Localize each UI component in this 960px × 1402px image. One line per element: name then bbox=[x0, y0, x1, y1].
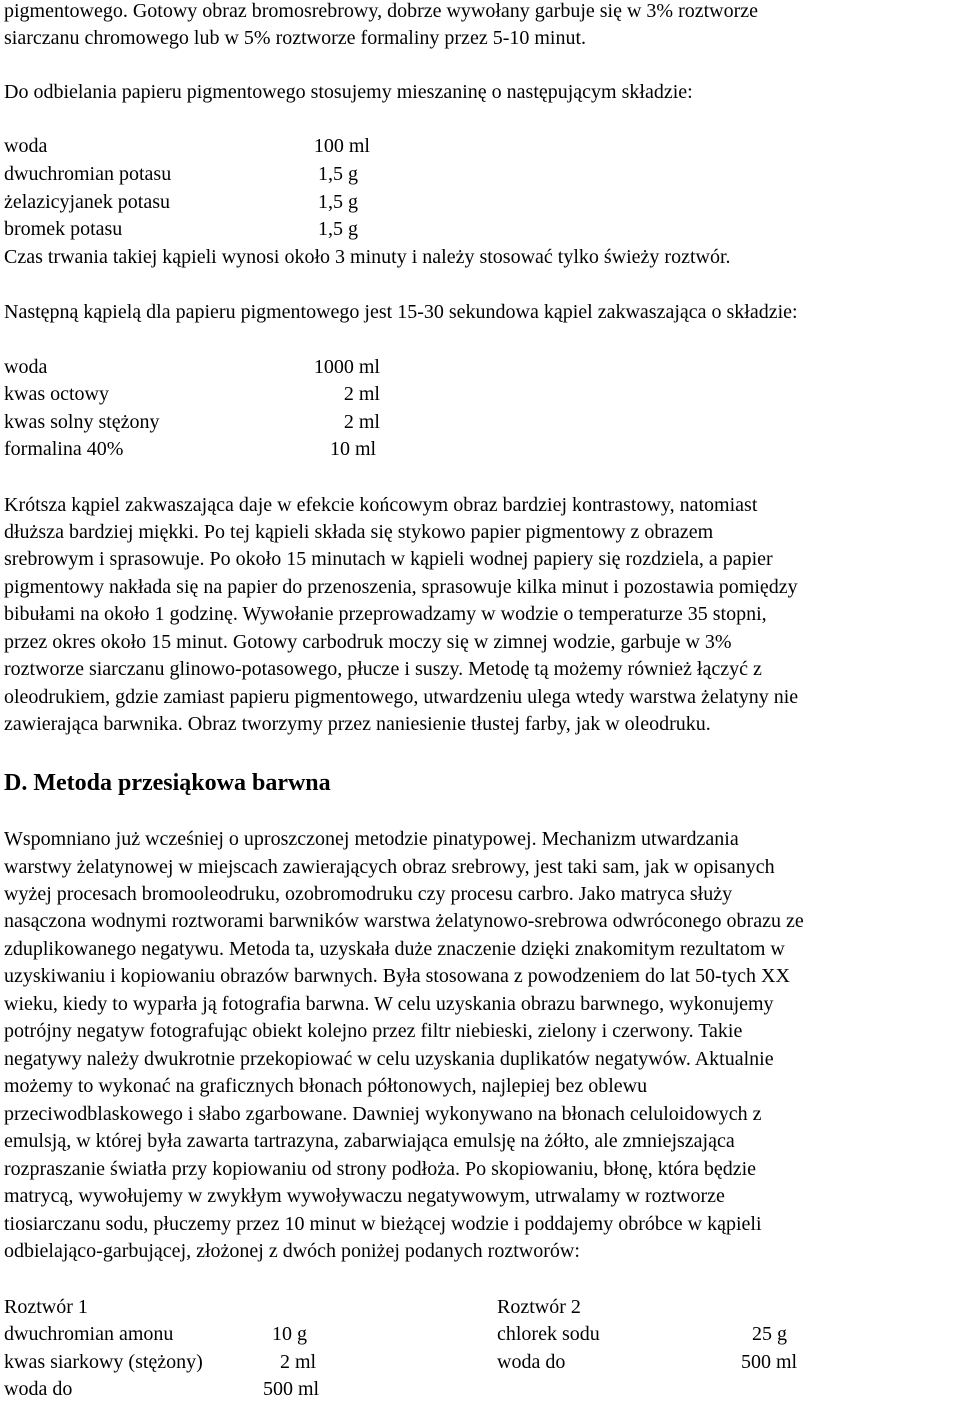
recipe-amount: 1,5 g bbox=[318, 218, 358, 240]
text-line: siarczanu chromowego lub w 5% roztworze formaliny przez 5-10 minut. bbox=[4, 27, 587, 49]
text-line: roztworze siarczanu glinowo-potasowego, płucze i suszy. Metodę tą możemy również łączyć z bbox=[4, 658, 762, 680]
text-line: tiosiarczanu sodu, płuczemy przez 10 minut w bieżącej wodzie i poddajemy obróbce w kąpieli bbox=[4, 1213, 762, 1235]
solution1-amount: 10 g bbox=[272, 1323, 307, 1345]
text-line: warstwy żelatynowej w miejscach zawierających obraz srebrowy, jest taki sam, jak w opisanych bbox=[4, 856, 775, 878]
recipe-ingredient: kwas octowy bbox=[4, 383, 109, 405]
solution1-title: Roztwór 1 bbox=[4, 1296, 88, 1318]
text-line: zawierająca barwnika. Obraz tworzymy przez naniesienie tłustej farby, jak w oleodruku. bbox=[4, 713, 711, 735]
text-line: matrycą, wywołujemy w zwykłym wywoływaczu negatywowym, utrwalamy w roztworze bbox=[4, 1185, 725, 1207]
recipe-amount: 100 ml bbox=[313, 135, 370, 157]
solution2-ingredient: woda do bbox=[497, 1351, 566, 1373]
acid-intro: Następną kąpielą dla papieru pigmentowego jest 15-30 sekundowa kąpiel zakwaszająca o składzie: bbox=[4, 301, 798, 323]
text-line: Wspomniano już wcześniej o uproszczonej metodzie pinatypowej. Mechanizm utwardzania bbox=[4, 828, 739, 850]
solution1-ingredient: dwuchromian amonu bbox=[4, 1323, 174, 1345]
text-line: nasączona wodnymi roztworami barwników warstwa żelatynowo-srebrowa odwróconego obrazu ze bbox=[4, 910, 804, 932]
solution1-amount: 500 ml bbox=[263, 1378, 320, 1400]
text-line: potrójny negatyw fotografując obiekt kolejno przez filtr niebieski, zielony i czerwony. Takie bbox=[4, 1020, 743, 1042]
bleach-intro: Do odbielania papieru pigmentowego stosujemy mieszaninę o następującym składzie: bbox=[4, 81, 693, 103]
section-heading: D. Metoda przesiąkowa barwna bbox=[4, 770, 331, 796]
text-line: bibułami na około 1 godzinę. Wywołanie przeprowadzamy w wodzie o temperaturze 35 stopni, bbox=[4, 603, 767, 625]
solution1-amount: 2 ml bbox=[280, 1351, 317, 1373]
text-line: wyżej procesach bromooleodruku, ozobromodruku czy procesu carbro. Jako matryca służy bbox=[4, 883, 733, 905]
solution2-amount: 500 ml bbox=[741, 1351, 798, 1373]
text-line: możemy to wykonać na graficznych błonach półtonowych, najlepiej bez oblewu bbox=[4, 1075, 648, 1097]
bleach-note: Czas trwania takiej kąpieli wynosi około 3 minuty i należy stosować tylko świeży roztwór. bbox=[4, 246, 731, 268]
text-line: rozpraszanie światła przy kopiowaniu od strony podłoża. Po skopiowaniu, błonę, która będzie bbox=[4, 1158, 757, 1180]
solution1-ingredient: woda do bbox=[4, 1378, 73, 1400]
text-line: negatywy należy dwukrotnie przekopiować w celu uzyskania duplikatów negatywów. Aktualnie bbox=[4, 1048, 774, 1070]
recipe-amount: 1,5 g bbox=[318, 191, 358, 213]
recipe-ingredient: woda bbox=[4, 135, 48, 157]
text-line: emulsją, w której była zawarta tartrazyna, zabarwiająca emulsję na żółto, ale zmniejszająca bbox=[4, 1130, 735, 1152]
text-line: przeciwodblaskowego i słabo zgarbowane. Dawniej wykonywano na błonach celuloidowych z bbox=[4, 1103, 762, 1125]
recipe-ingredient: woda bbox=[4, 356, 48, 378]
text-line: odbielająco-garbującej, złożonej z dwóch poniżej podanych roztworów: bbox=[4, 1240, 580, 1262]
text-line: srebrowym i sprasowuje. Po około 15 minutach w kąpieli wodnej papiery się rozdziela, a papier bbox=[4, 548, 773, 570]
text-line: dłuższa bardziej miękki. Po tej kąpieli składa się stykowo papier pigmentowy z obrazem bbox=[4, 521, 714, 543]
recipe-ingredient: żelazicyjanek potasu bbox=[4, 191, 171, 213]
text-line: uzyskiwaniu i kopiowaniu obrazów barwnych. Była stosowana z powodzeniem do lat 50-tych XX bbox=[4, 965, 790, 987]
recipe-ingredient: kwas solny stężony bbox=[4, 411, 160, 433]
text-line: wieku, kiedy to wyparła ją fotografia barwna. W celu uzyskania obrazu barwnego, wykonujemy bbox=[4, 993, 774, 1015]
recipe-ingredient: dwuchromian potasu bbox=[4, 163, 172, 185]
text-line: zduplikowanego negatywu. Metoda ta, uzyskała duże znaczenie dzięki znakomitym rezultatom w bbox=[4, 938, 785, 960]
solution1-ingredient: kwas siarkowy (stężony) bbox=[4, 1351, 203, 1373]
text-line: Krótsza kąpiel zakwaszająca daje w efekcie końcowym obraz bardziej kontrastowy, natomiast bbox=[4, 494, 758, 516]
recipe-amount: 1,5 g bbox=[318, 163, 358, 185]
recipe-amount: 2 ml bbox=[343, 411, 380, 433]
solution2-title: Roztwór 2 bbox=[497, 1296, 581, 1318]
recipe-amount: 1000 ml bbox=[313, 356, 380, 378]
text-line: przez okres około 15 minut. Gotowy carbodruk moczy się w zimnej wodzie, garbuje w 3% bbox=[4, 631, 732, 653]
text-line: oleodrukiem, gdzie zamiast papieru pigmentowego, utwardzeniu ulega wtedy warstwa żelatyny nie bbox=[4, 686, 799, 708]
recipe-ingredient: bromek potasu bbox=[4, 218, 123, 240]
solution2-ingredient: chlorek sodu bbox=[497, 1323, 600, 1345]
text-line: pigmentowego. Gotowy obraz bromosrebrowy, dobrze wywołany garbuje się w 3% roztworze bbox=[4, 0, 759, 22]
text-line: pigmentowy nakłada się na papier do przenoszenia, sprasowuje kilka minut i pozostawia pomiędzy bbox=[4, 576, 798, 598]
recipe-ingredient: formalina 40% bbox=[4, 438, 124, 460]
recipe-amount: 10 ml bbox=[330, 438, 377, 460]
solution2-amount: 25 g bbox=[752, 1323, 787, 1345]
recipe-amount: 2 ml bbox=[343, 383, 380, 405]
